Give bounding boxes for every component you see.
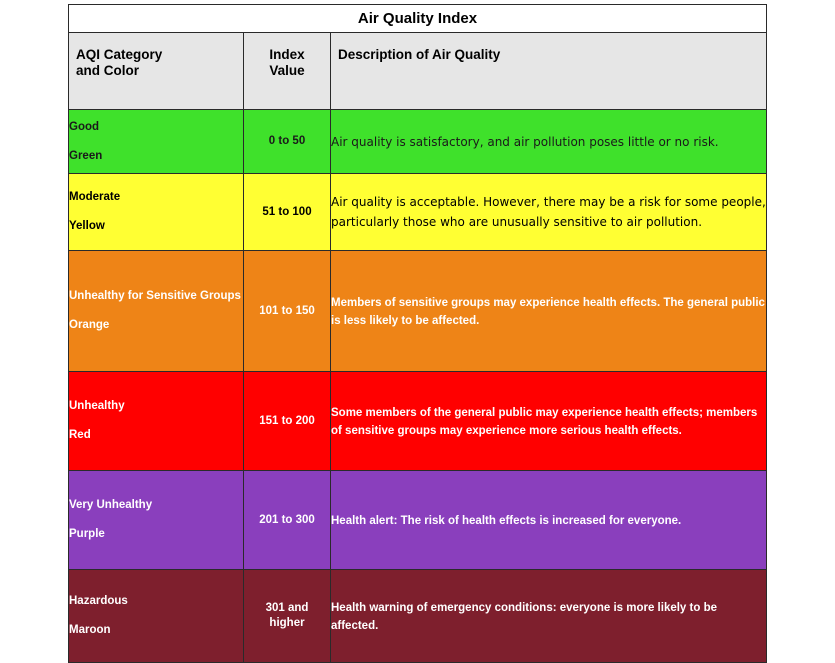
category-name: Moderate: [69, 191, 121, 203]
header-index-line-1: Index: [269, 47, 305, 62]
description-cell: [331, 471, 767, 570]
aqi-table: [68, 4, 767, 663]
category-cell: [69, 110, 244, 174]
category-color: Purple: [69, 528, 105, 540]
category-name: Unhealthy: [69, 400, 125, 412]
table-row-hazardous: [69, 570, 767, 663]
category-color: Maroon: [69, 624, 111, 636]
description-text: Members of sensitive groups may experience health effects. The general public is less likely to be affected.: [331, 297, 765, 327]
category-cell: [69, 471, 244, 570]
index-cell: [244, 110, 331, 174]
table-row-unhealthy: [69, 372, 767, 471]
header-category-line-2: and Color: [76, 63, 139, 78]
index-cell: [244, 471, 331, 570]
description-cell: [331, 570, 767, 663]
header-category-line-1: AQI Category: [76, 47, 163, 62]
index-value: 151 to 200: [259, 414, 315, 427]
description-cell: [331, 110, 767, 174]
description-text: Health alert: The risk of health effects is increased for everyone.: [331, 515, 682, 527]
category-name: Unhealthy for Sensitive Groups: [69, 290, 241, 302]
category-cell: [69, 570, 244, 663]
header-index: [244, 33, 331, 110]
table-row-moderate: [69, 174, 767, 251]
header-description: Description of Air Quality: [331, 33, 767, 110]
category-name: Very Unhealthy: [69, 499, 153, 511]
index-value: 0 to 50: [268, 135, 306, 147]
title-row: [69, 5, 767, 33]
index-value-line-2: higher: [269, 617, 305, 629]
category-cell: [69, 174, 244, 251]
category-color: Green: [69, 149, 103, 162]
index-value: 101 to 150: [259, 304, 315, 317]
index-cell: [244, 372, 331, 471]
header-index-line-2: Value: [269, 63, 305, 78]
table-title: Air Quality Index: [69, 5, 767, 33]
index-cell: [244, 570, 331, 663]
description-cell: [331, 372, 767, 471]
category-name: Good: [69, 120, 100, 133]
category-color: Yellow: [69, 220, 105, 232]
index-cell: [244, 174, 331, 251]
table-row-unhealthy-sensitive: [69, 251, 767, 372]
index-value: 51 to 100: [262, 205, 312, 218]
table-row-good: [69, 110, 767, 174]
description-text: Air quality is satisfactory, and air pollution poses little or no risk.: [331, 134, 719, 149]
header-category: [69, 33, 244, 110]
description-cell: [331, 174, 767, 251]
index-value: 201 to 300: [259, 513, 315, 526]
table-row-very-unhealthy: [69, 471, 767, 570]
category-name: Hazardous: [69, 595, 128, 607]
description-text: Health warning of emergency conditions: everyone is more likely to be affected.: [331, 602, 717, 632]
index-cell: [244, 251, 331, 372]
index-value-line-1: 301 and: [265, 602, 309, 614]
category-color: Red: [69, 429, 91, 441]
category-color: Orange: [69, 319, 110, 331]
description-text: Some members of the general public may experience health effects; members of sensitive groups may experience more serious health effects.: [331, 407, 758, 437]
header-row: [69, 33, 767, 110]
category-cell: [69, 372, 244, 471]
category-cell: [69, 251, 244, 372]
description-cell: [331, 251, 767, 372]
description-text: Air quality is acceptable. However, there may be a risk for some people, particularly those who are unusually sensitive to air pollution.: [331, 195, 766, 229]
